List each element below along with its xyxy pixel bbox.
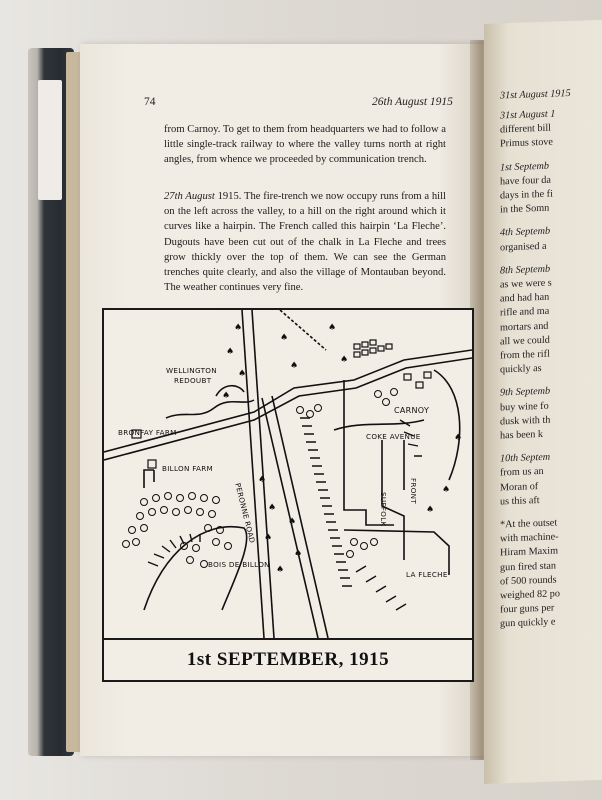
right-page-line-text: gun fired stan [500, 560, 557, 574]
right-page-line [500, 108, 555, 123]
svg-text:♠: ♠ [280, 333, 289, 343]
right-page-line [500, 319, 548, 334]
eastern-curve [434, 370, 463, 480]
right-page-line-date: 8th Septemb [500, 263, 551, 277]
paragraph-2 [164, 189, 446, 295]
right-page-line-text: has been k [500, 428, 543, 442]
label-bronfay-farm: BRONFAY FARM [118, 428, 177, 437]
paragraph-1: from Carnoy. To get to them from headquarters we had to follow a little single-track railway to where the valley turns north at right angles, from whence we proceeded by communication trench. [164, 124, 446, 166]
right-page-line-text: four guns per [500, 602, 555, 616]
svg-text:♠: ♠ [290, 361, 299, 371]
right-page-line-text: rifle and ma [500, 306, 550, 319]
railway [280, 310, 326, 350]
right-page-line [500, 348, 550, 363]
svg-text:♠: ♠ [226, 347, 235, 357]
right-page-line-text: as we were s [500, 277, 552, 291]
la-fleche-trench [344, 530, 449, 575]
right-page-line-text: us this aft [500, 494, 540, 508]
right-page-line-text: different bill [500, 122, 552, 136]
label-la-fleche: LA FLECHE [406, 570, 448, 579]
right-page-line [500, 136, 553, 151]
road-north-south [242, 310, 267, 638]
right-page-line-text: all we could [500, 334, 550, 348]
right-page-line [500, 122, 551, 137]
right-page-line-date: 31st August 1 [500, 108, 556, 122]
running-head: 26th August 1915 [372, 96, 453, 108]
right-page-line-date: 4th Septemb [500, 226, 551, 239]
right-page-line [500, 188, 553, 203]
right-page-line [500, 305, 549, 320]
right-page-line-text: quickly as [500, 363, 542, 376]
right-page-line [500, 399, 549, 414]
svg-text:♠: ♠ [276, 565, 285, 575]
right-page-line [500, 333, 550, 348]
right-page-line [500, 559, 556, 574]
label-coke-avenue: COKE AVENUE [366, 432, 421, 441]
right-page-line-text: from the rifl [500, 348, 550, 362]
right-page [484, 19, 602, 784]
right-page-line [500, 159, 549, 174]
right-page-line [500, 545, 558, 560]
right-page-line-date: 9th Septemb [500, 386, 551, 399]
dust-jacket-fragment [38, 80, 62, 200]
right-page-line [500, 465, 544, 480]
right-page-line [500, 602, 554, 617]
trench-map [102, 308, 474, 682]
right-page-line [500, 480, 538, 494]
label-billon-farm: BILLON FARM [162, 464, 214, 473]
right-page-line [500, 573, 557, 588]
right-page-line-text: *At the outset [500, 517, 558, 531]
svg-text:♠: ♠ [234, 323, 243, 333]
right-page-line [500, 262, 550, 277]
right-running-head: 31st August 1915 [500, 87, 571, 102]
right-page-line [500, 173, 551, 188]
paragraph-2-body: 1915. The fire-trench we now occupy runs from a hill on the left across the valley, to a hill on the right around which it curves like a hairpin. The French called this hairpin ‘La Fleche’. Dugouts have been cut out of the chalk in La Fleche and trees grow thickly over the top of them. We can see the German trenches quite clearly, and also the village of Montauban beyond. The weather continues very fine. [164, 191, 447, 294]
right-page-line [500, 202, 549, 217]
road-north-south-edge [252, 310, 277, 638]
right-page-line [500, 362, 542, 376]
right-page-line [500, 616, 555, 631]
right-page-line [500, 516, 557, 531]
right-page-line-text: have four da [500, 174, 551, 188]
right-page-line [500, 531, 559, 546]
billon-track [144, 470, 154, 488]
svg-text:♠: ♠ [258, 475, 267, 485]
right-page-line-text: weighed 82 po [500, 588, 560, 602]
paragraph-2-date: 27th August [164, 191, 215, 202]
svg-text:♠: ♠ [238, 369, 247, 379]
right-page-line [500, 428, 543, 443]
label-peronne-road: PERONNE ROAD [233, 482, 257, 545]
right-page-line-text: Moran of [500, 480, 539, 494]
svg-text:♠: ♠ [222, 391, 231, 401]
right-page-line-text: of 500 rounds [500, 574, 557, 588]
label-redoubt: REDOUBT [174, 376, 212, 385]
right-page-line-text: mortars and [500, 320, 549, 334]
right-page-line-text: buy wine fo [500, 400, 549, 414]
map-caption: 1st SEPTEMBER, 1915 [104, 638, 472, 680]
svg-text:♠: ♠ [288, 517, 297, 527]
svg-text:♠: ♠ [340, 355, 349, 365]
right-page-line-text: from us an [500, 466, 544, 479]
label-carnoy: CARNOY [394, 406, 430, 415]
label-suffolk: SUFFOLK [379, 492, 388, 527]
right-page-line [500, 494, 540, 508]
right-page-line-text: with machine- [500, 531, 559, 545]
right-page-line-text: dusk with th [500, 414, 551, 428]
buildings [132, 340, 431, 468]
right-page-line-text: Hiram Maxim [500, 545, 559, 559]
right-page-line [500, 291, 549, 306]
label-bois-de-billon: BOIS DE BILLON [208, 560, 270, 569]
right-page-line-text: and had han [500, 291, 550, 305]
right-page-line [500, 225, 550, 240]
svg-text:♠: ♠ [454, 433, 463, 443]
right-page-line [500, 413, 550, 428]
svg-text:♠: ♠ [442, 485, 451, 495]
svg-text:♠: ♠ [328, 323, 337, 333]
map-drawing [104, 310, 472, 638]
right-page-line [500, 451, 550, 466]
svg-text:♠: ♠ [268, 503, 277, 513]
svg-text:♠: ♠ [264, 533, 273, 543]
right-page-line-text: Primus stove [500, 136, 553, 150]
right-page-line-text: days in the fi [500, 188, 553, 202]
right-page-line-text: organised a [500, 240, 547, 254]
right-page-line-date: 1st Septemb [500, 160, 549, 174]
svg-text:♠: ♠ [426, 505, 435, 515]
right-page-line-text: gun quickly e [500, 616, 556, 630]
svg-text:♠: ♠ [294, 549, 303, 559]
right-page-line [500, 239, 547, 254]
label-wellington: WELLINGTON [166, 366, 217, 375]
peronne-road-edge-2 [272, 396, 328, 638]
right-page-line [500, 277, 552, 292]
right-page-line-text: in the Somn [500, 202, 550, 216]
page-number: 74 [144, 96, 156, 108]
coke-avenue [334, 420, 424, 430]
right-page-line-date: 10th Septem [500, 451, 551, 465]
right-page-line [500, 385, 550, 400]
right-page-line [500, 587, 560, 602]
label-front: FRONT [409, 478, 418, 505]
